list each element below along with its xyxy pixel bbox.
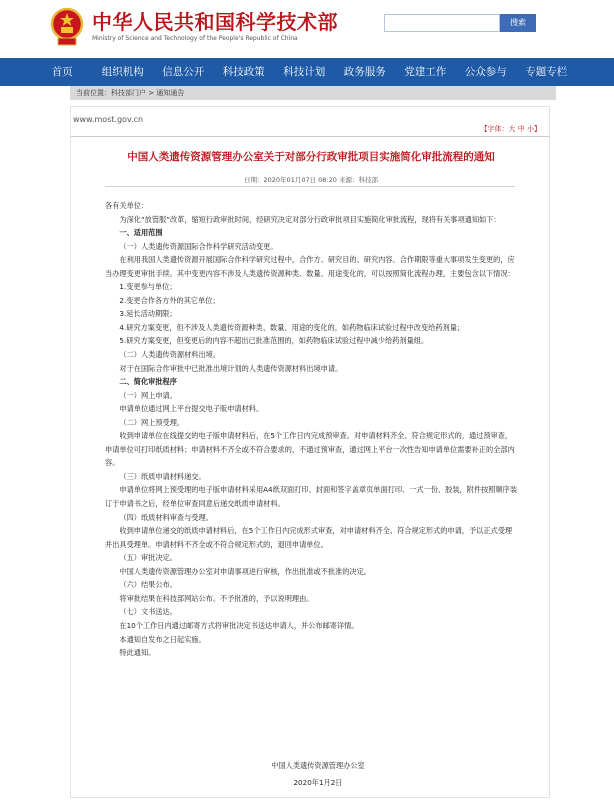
site-subtitle: Ministry of Science and Technology of the People's Republic of China	[92, 35, 298, 42]
font-size-control[interactable]: 【字体：大 中 小】	[480, 125, 541, 133]
subsection-heading: （二）人类遗传资源材料出境。	[119, 350, 221, 360]
subsection-heading: （四）纸质材料审查与受理。	[119, 512, 213, 522]
divider	[105, 186, 515, 187]
article-title: 中国人类遗传资源管理办公室关于对部分行政审批项目实施简化审批流程的通知	[127, 151, 495, 163]
signature-date: 2020年1月2日	[293, 778, 343, 787]
subsection-heading: （七）文书送达。	[119, 607, 177, 617]
paragraph: 申请单位将网上预受理的电子版申请材料采用A4纸双面打印、封面和签字盖章页单面打印、一式一份、胶装，附件按照顺序装订于申请书之后，经单位审查同意后递交纸质申请材料。	[105, 485, 518, 509]
nav-item-special-topics[interactable]: 专题专栏	[525, 66, 568, 78]
paragraph: 申请单位通过网上平台提交电子版申请材料。	[119, 404, 264, 414]
section-heading: 一、适用范围	[119, 228, 163, 238]
nav-item-services[interactable]: 政务服务	[343, 66, 386, 78]
article-body	[105, 189, 517, 660]
paragraph: 将审批结果在科技部网站公布。不予批准的，予以说明理由。	[119, 593, 314, 603]
nav-item-information-disclosure[interactable]: 信息公开	[162, 66, 205, 78]
paragraph: 为深化“放管服”改革，缩短行政审批时间，经研究决定对部分行政审批项目实施简化审批流程，现将有关事项通知如下：	[119, 214, 501, 224]
signature: 中国人类遗传资源管理办公室	[271, 761, 365, 770]
page-url: www.most.gov.cn	[73, 115, 144, 124]
nav-item-home[interactable]: 首页	[51, 66, 73, 78]
paragraph: 特此通知。	[119, 648, 156, 658]
list-item: 4.研究方案变更，但不涉及人类遗传资源种类、数量、用途的变化的，如药物临床试验过程中改变给药剂量；	[119, 322, 465, 332]
salutation: 各有关单位：	[105, 201, 149, 210]
paragraph: 在利用我国人类遗传资源开展国际合作科学研究过程中，合作方、研究目的、研究内容、合作期限等重大事项发生变更的，应当办理变更审批手续。其中变更内容不涉及人类遗传资源种类、数量、用途变化的，可以按照简化流程办理，主要包含以下情况：	[105, 255, 515, 278]
paragraph: 收到申请单位在线提交的电子版申请材料后，在5个工作日内完成预审查。对申请材料齐全、符合规定形式的，通过预审查，申请单位可打印纸质材料；申请材料不齐全或不符合要求的，不通过预审查，通过网上平台一次性告知申请单位需要补正的全部内容。	[105, 431, 515, 468]
nav-item-organization[interactable]: 组织机构	[101, 66, 144, 78]
national-emblem-icon[interactable]	[50, 7, 84, 47]
divider	[71, 136, 549, 137]
list-item: 1.变更参与单位；	[119, 282, 177, 292]
main-nav	[0, 58, 614, 86]
subsection-heading: （六）结果公布。	[119, 580, 177, 590]
list-item: 2.变更合作各方外的其它单位；	[119, 295, 220, 305]
subsection-heading: （一）人类遗传资源国际合作科学研究活动变更。	[119, 241, 278, 251]
subsection-heading: （一）网上申请。	[119, 390, 177, 400]
paragraph: 本通知自发布之日起实施。	[119, 634, 206, 644]
site-title[interactable]: 中华人民共和国科学技术部	[92, 10, 338, 34]
nav-item-policy[interactable]: 科技政策	[222, 66, 265, 78]
nav-item-party-building[interactable]: 党建工作	[404, 66, 447, 78]
nav-item-public-participation[interactable]: 公众参与	[464, 66, 507, 78]
section-heading: 二、简化审批程序	[119, 377, 177, 387]
article-meta: 日期：2020年01月07日 08:20 来源：科技部	[244, 176, 378, 184]
nav-item-programs[interactable]: 科技计划	[283, 66, 326, 78]
subsection-heading: （三）纸质申请材料递交。	[119, 471, 206, 481]
list-item: 5.研究方案变更，但变更后的内容不超出已批准范围的，如药物临床试验过程中减少给药剂量组。	[119, 336, 429, 346]
paragraph: 对于在国际合作审批中已批准出境计划的人类遗传资源材料出境申请。	[119, 363, 343, 373]
signature-block	[105, 757, 517, 791]
site-header	[0, 0, 614, 58]
search-input[interactable]	[384, 14, 500, 32]
article-panel	[70, 106, 550, 798]
paragraph: 中国人类遗传资源管理办公室对申请事项进行审核，作出批准或不批准的决定。	[119, 566, 371, 576]
paragraph: 收到申请单位递交的纸质申请材料后，在5个工作日内完成形式审查，对申请材料齐全、符合规定形式的申请，予以正式受理并出具受理单。申请材料不齐全或不符合规定形式的，退回申请单位。	[105, 526, 513, 549]
subsection-heading: （五）审批决定。	[119, 553, 177, 563]
subsection-heading: （二）网上预受理。	[119, 417, 185, 427]
paragraph: 在10个工作日内通过邮寄方式将审批决定书送达申请人，并公布邮寄详情。	[119, 620, 359, 630]
list-item: 3.延长活动期限；	[119, 309, 177, 319]
breadcrumb[interactable]: 当前位置：科技部门户 > 通知通告	[70, 86, 556, 100]
search-button[interactable]: 搜索	[500, 14, 536, 32]
